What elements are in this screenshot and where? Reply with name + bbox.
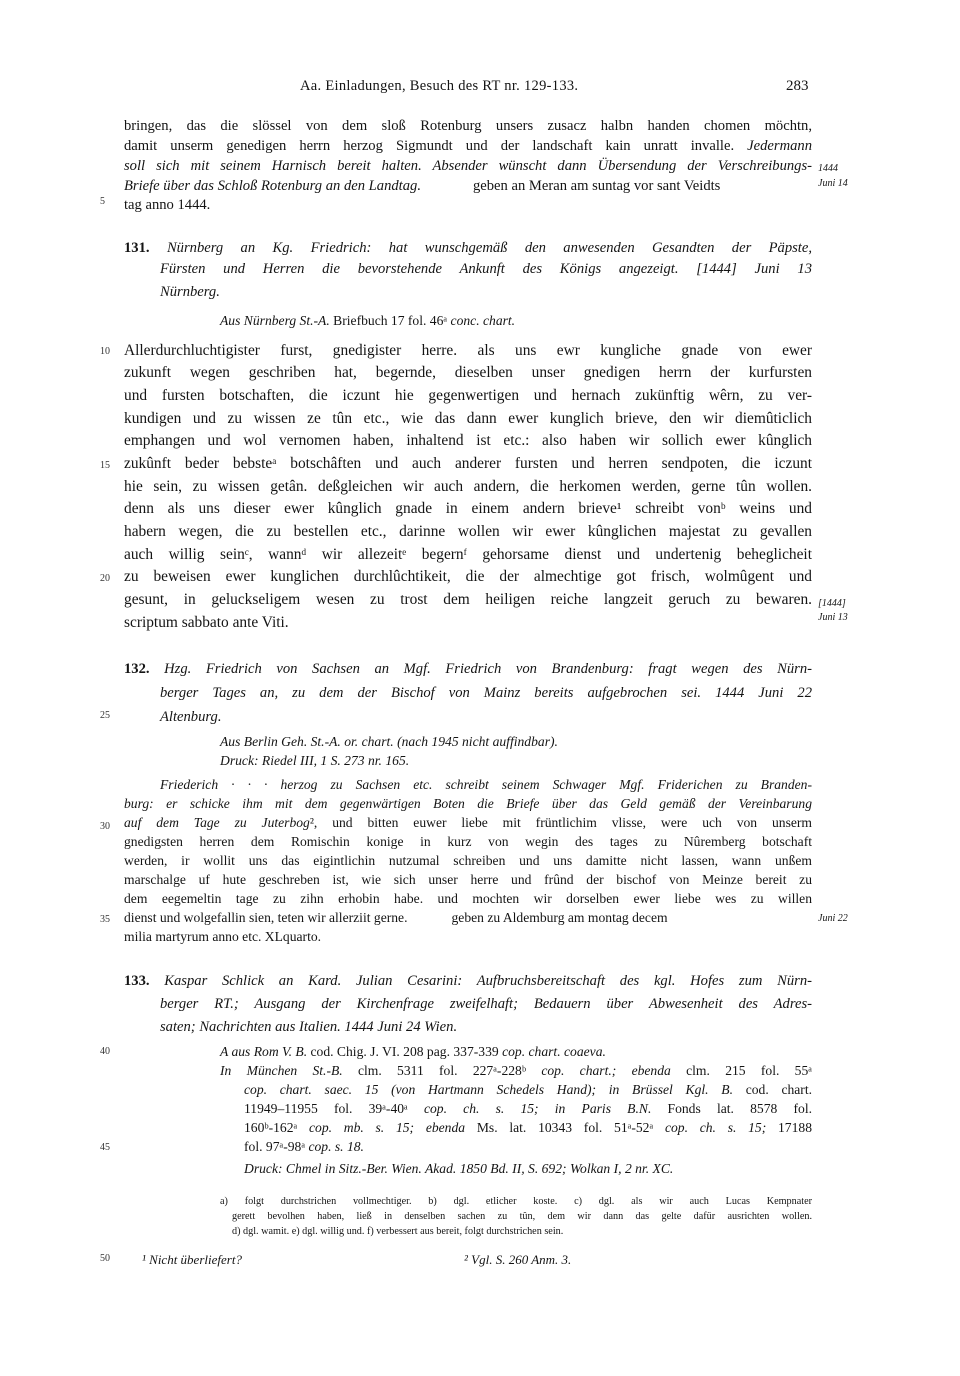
text-line: auch willig seinᶜ, wannᵈ wir allezeitᵉ begernᶠ gehorsame dienst und undertenig beheglicheit [124,546,812,563]
source-note: Aus Nürnberg St.-A. Briefbuch 17 fol. 46ᵃ conc. chart. [220,313,516,328]
entry-title-line: saten; Nachrichten aus Italien. 1444 Juni 24 Wien. [160,1019,458,1035]
summary-line: Briefe über das Schloß Rotenburg an den Landtag. [124,178,421,194]
running-header: Aa. Einladungen, Besuch des RT nr. 129-133. [300,78,579,94]
entry-title-line: 133. Kaspar Schlick an Kard. Julian Cesarini: Aufbruchsbereitschaft des kgl. Hofes zum Nürn- [124,973,812,989]
apparatus-line: gerett bevolhen haben, ließ in denselben sachen zu tûn, dem wir dann das gelte dafür ausrichten wollen. [232,1211,812,1222]
line-number: 45 [100,1142,110,1153]
text-line: marschalge uf hute geschreben ist, wie sich unser herre und frûnd der bischof von Meinze bereit zu [124,872,812,887]
text-line [124,909,812,928]
text-line: werden, ir wollit uns das eigintlichin nutzumal schreiben und uns damitte nicht lassen, wann unßem [124,853,812,868]
text-fragment: dienst und wolgefallin sien, teten wir allerziit gerne. [124,910,408,925]
entry-title-line: 131. Nürnberg an Kg. Friedrich: hat wunschgemäß den anwesenden Gesandten der Päpste, [124,240,812,256]
page-number: 283 [786,78,809,94]
summary-line: burg: er schicke ihm mit dem gegenwärtigen Boten die Briefe über das Geld gemäß der Vereinbarung [124,796,812,811]
line-number: 10 [100,346,110,357]
text-line: habern wegen, die zu bestellen etc., darinne wollen wir ewer kûnglichen majestat zu gevallen [124,523,812,540]
dating-clause: geben an Meran am suntag vor sant Veidts [472,178,721,194]
text-line: milia martyrum anno etc. XLquarto. [124,929,322,944]
text-line: Allerdurchluchtigister furst, gnedigister herre. als uns ewr kungliche gnade von ewer [124,342,812,359]
line-number: 35 [100,914,110,925]
text-line: hie sein, zu wissen getân. deßgleichen wir auch andern, die herkomen werden, gerne tûn wollen. [124,478,812,495]
source-line: 160ᵇ-162ᵃ cop. mb. s. 15; ebenda Ms. lat. 10343 fol. 51ᵃ-52ᵃ cop. ch. s. 15; 17188 [244,1120,812,1135]
summary-line: Friederich · · · herzog zu Sachsen etc. schreibt seinem Schwager Mgf. Friderichen zu Branden- [160,777,812,792]
margin-date: Juni 14 [818,178,848,189]
text-line: tag anno 1444. [124,197,211,213]
apparatus-line: a) folgt durchstrichen vollmechtiger. b) dgl. etlicher koste. c) dgl. als wir auch Lucas Kempnater [220,1196,812,1207]
footnote: ² Vgl. S. 260 Anm. 3. [464,1252,572,1267]
entry-title-line: berger RT.; Ausgang der Kirchenfrage zweifelhaft; Bedauern über Abwesenheit des Adres- [160,996,812,1012]
text-line: damit unserm genedigen herrn herzog Sigmundt und der landschaft kain unratt invalle. Jedermann [124,138,812,154]
line-number: 25 [100,710,110,721]
line-number: 40 [100,1046,110,1057]
entry-title-line: Fürsten und Herren die bevorstehende Ankunft des Königs angezeigt. [1444] Juni 13 [160,261,812,277]
entry-number: 131. [124,240,150,256]
summary-line: soll sich mit seinem Harnisch bereit halten. Absender wünscht dann Übersendung der Verschreibungs- [124,158,812,174]
margin-date: Juni 22 [818,913,848,924]
text-line: zukunft wegen geschriben hat, begernde, dieselben unser gnedigen herrn der kurfursten [124,364,812,381]
text-line: auf dem Tage zu Juterbog², und bitten euwer liebe mit früntlichim vlisse, were uch von unserm [124,815,812,830]
text-line: und fursten botschaften, die iczunt hie gegenwertigen und hernach zukünftig wêrn, zu ver- [124,387,812,404]
print-reference: Druck: Riedel III, 1 S. 273 nr. 165. [220,753,410,768]
dating-clause: geben zu Aldemburg am montag decem [451,910,668,925]
text-line: emphangen und wol vernomen haben, inhaltend ist etc.: also haben wir sollich ewer kûnglich [124,432,812,449]
entry-number: 133. [124,973,150,989]
text-line: scriptum sabbato ante Viti. [124,614,289,631]
entry-number: 132. [124,661,150,677]
line-number: 20 [100,573,110,584]
line-number: 50 [100,1253,110,1264]
source-line: A aus Rom V. B. cod. Chig. J. VI. 208 pag. 337-339 cop. chart. coaeva. [220,1044,606,1059]
source-line: fol. 97ᵃ-98ᵃ cop. s. 18. [244,1139,364,1154]
text-line: bringen, das die slössel von dem sloß Rotenburg unsers zusacz halbn handen chomen möchtn, [124,118,812,134]
source-line: In München St.-B. clm. 5311 fol. 227ᵃ-228ᵇ cop. chart.; ebenda clm. 215 fol. 55ᵃ [220,1063,812,1078]
line-number: 5 [100,196,105,207]
source-note: Aus Berlin Geh. St.-A. or. chart. (nach 1945 nicht auffindbar). [220,734,558,749]
print-reference: Druck: Chmel in Sitz.-Ber. Wien. Akad. 1850 Bd. II, S. 692; Wolkan I, 2 nr. XC. [244,1161,674,1176]
margin-date-year: 1444 [818,163,838,174]
entry-title-line: berger Tages an, zu dem der Bischof von Mainz bereits aufgebrochen sei. 1444 Juni 22 [160,685,812,701]
text-line: kundigen und zu wissen ze tûn etc., wie das dann ewer kunglich brieve, den wir diemûticlich [124,410,812,427]
source-line: 11949–11955 fol. 39ᵃ-40ᵃ cop. ch. s. 15; in Paris B.N. Fonds lat. 8578 fol. [244,1101,812,1116]
entry-title-line: 132. Hzg. Friedrich von Sachsen an Mgf. Friedrich von Brandenburg: fragt wegen des Nürn- [124,661,813,677]
apparatus-line: d) dgl. wamit. e) dgl. willig und. f) verbessert aus bereit, folgt durchstrichen sein. [232,1226,564,1237]
text-line [124,177,812,196]
text-line: denn als uns dieser ewer kûnglich gnade in einem andern brieve¹ schreibt vonᵇ weins und [124,500,812,517]
entry-title-line: Altenburg. [160,709,222,725]
line-number: 30 [100,821,110,832]
text-line: gesunt, in geluckseligem wesen zu trost dem heiligen reiche langzeit geruch zu bewaren. [124,591,812,608]
text-line: dem eegemeltin tage zu zihn erhobin habe. und mochten wir dorselben ewer liebe wes zu willen [124,891,812,906]
source-line: cop. chart. saec. 15 (von Hartmann Schedels Hand); in Brüssel Kgl. B. cod. chart. [244,1082,813,1097]
line-number: 15 [100,460,110,471]
text-line: gnedigsten herren dem Romischin konige in kurz von wegin des tages zu Nûremberg botschaft [124,834,812,849]
footnote: ¹ Nicht überliefert? [142,1252,242,1267]
margin-date: Juni 13 [818,612,848,623]
margin-date-year: [1444] [818,598,846,609]
text-line: zukûnft beder bebsteᵃ botschâften und auch anderer fursten und herren sendpoten, die iczunt [124,455,812,472]
text-line: zu beweisen ewer kunglichen durchlûchtikeit, die der almechtige got frisch, wolmûgent und [124,568,812,585]
entry-title-line: Nürnberg. [160,284,220,300]
